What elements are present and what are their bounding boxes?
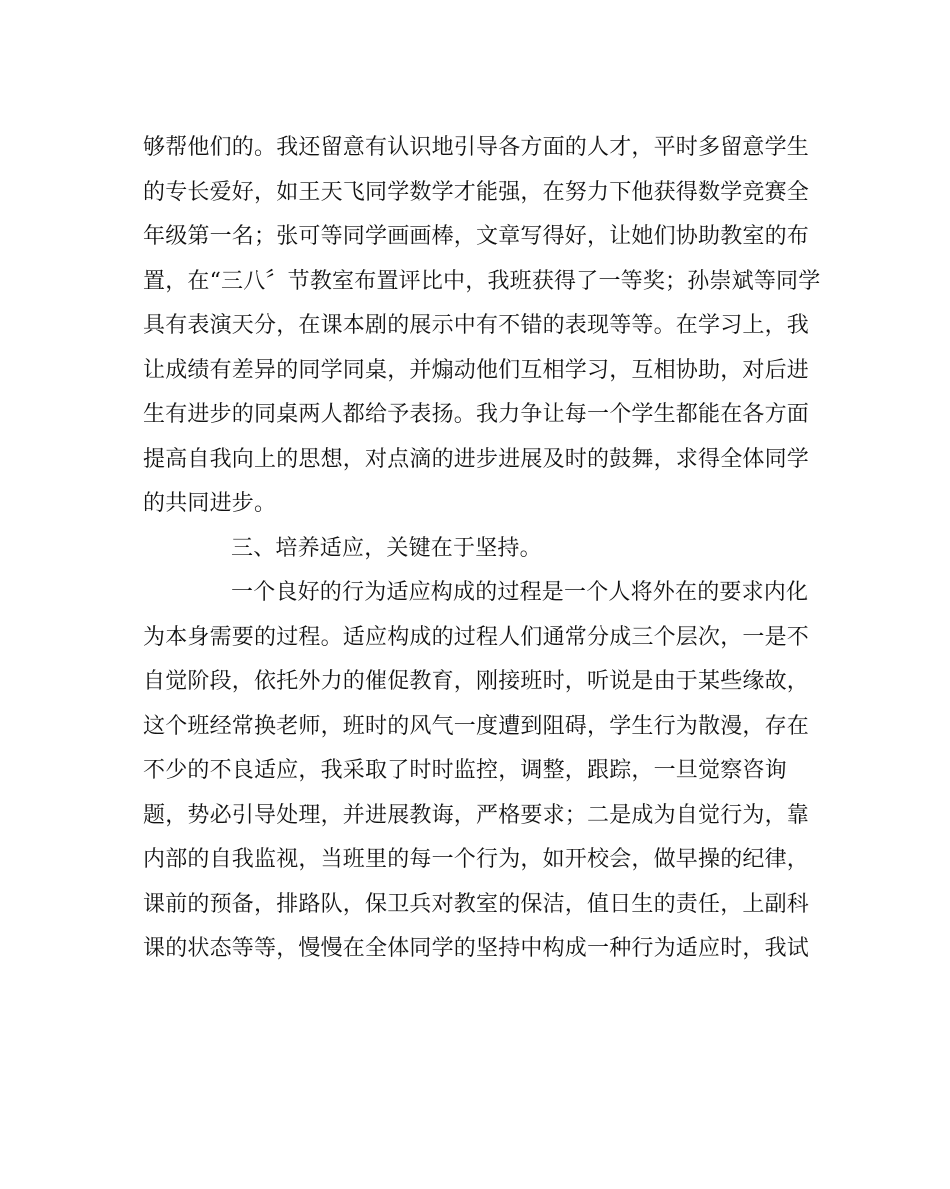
text-line: 让成绩有差异的同学同桌，并煽动他们互相学习，互相协助，对后进	[143, 357, 810, 383]
text-line: 不少的不良适应，我采取了时时监控，调整，跟踪，一旦觉察咨询	[143, 758, 787, 783]
text-line: 年级第一名；张可等同学画画棒，文章写得好，让她们协助教室的布	[143, 224, 810, 249]
body-text	[143, 126, 821, 972]
text-line: 这个班经常换老师，班时的风气一度遭到阻碍，学生行为散漫，存在	[143, 713, 810, 739]
text-line: 生有进步的同桌两人都给予表扬。我力争让每一个学生都能在各方面	[143, 402, 810, 427]
text-line: 置，在“三八〞节教室布置评比中，我班获得了一等奖；孙崇斌等同学	[143, 268, 821, 294]
text-line: 够帮他们的。我还留意有认识地引导各方面的人才，平时多留意学生	[143, 135, 810, 160]
text-line: 的专长爱好，如王天飞同学数学才能强，在努力下他获得数学竞赛全	[143, 179, 810, 205]
text-line: 课前的预备，排路队，保卫兵对教室的保洁，值日生的责任，上副科	[143, 891, 810, 917]
paragraph-start-line: 一个良好的行为适应构成的过程是一个人将外在的要求内化	[231, 580, 809, 605]
section-heading: 三、培养适应，关键在于坚持。	[231, 535, 542, 561]
text-line: 的共同进步。	[143, 491, 277, 516]
text-line: 课的状态等等，慢慢在全体同学的坚持中构成一种行为适应时，我试	[143, 936, 810, 961]
text-line: 提高自我向上的思想，对点滴的进步进展及时的鼓舞，求得全体同学	[143, 446, 810, 472]
text-line: 内部的自我监视，当班里的每一个行为，如开校会，做早操的纪律，	[143, 847, 810, 872]
text-line: 具有表演天分，在课本剧的展示中有不错的表现等等。在学习上，我	[143, 313, 810, 338]
text-line: 为本身需要的过程。适应构成的过程人们通常分成三个层次，一是不	[143, 624, 810, 650]
text-line: 题，势必引导处理，并进展教诲，严格要求；二是成为自觉行为，靠	[143, 802, 810, 828]
text-line: 自觉阶段，依托外力的催促教育，刚接班时，听说是由于某些缘故，	[143, 669, 810, 694]
